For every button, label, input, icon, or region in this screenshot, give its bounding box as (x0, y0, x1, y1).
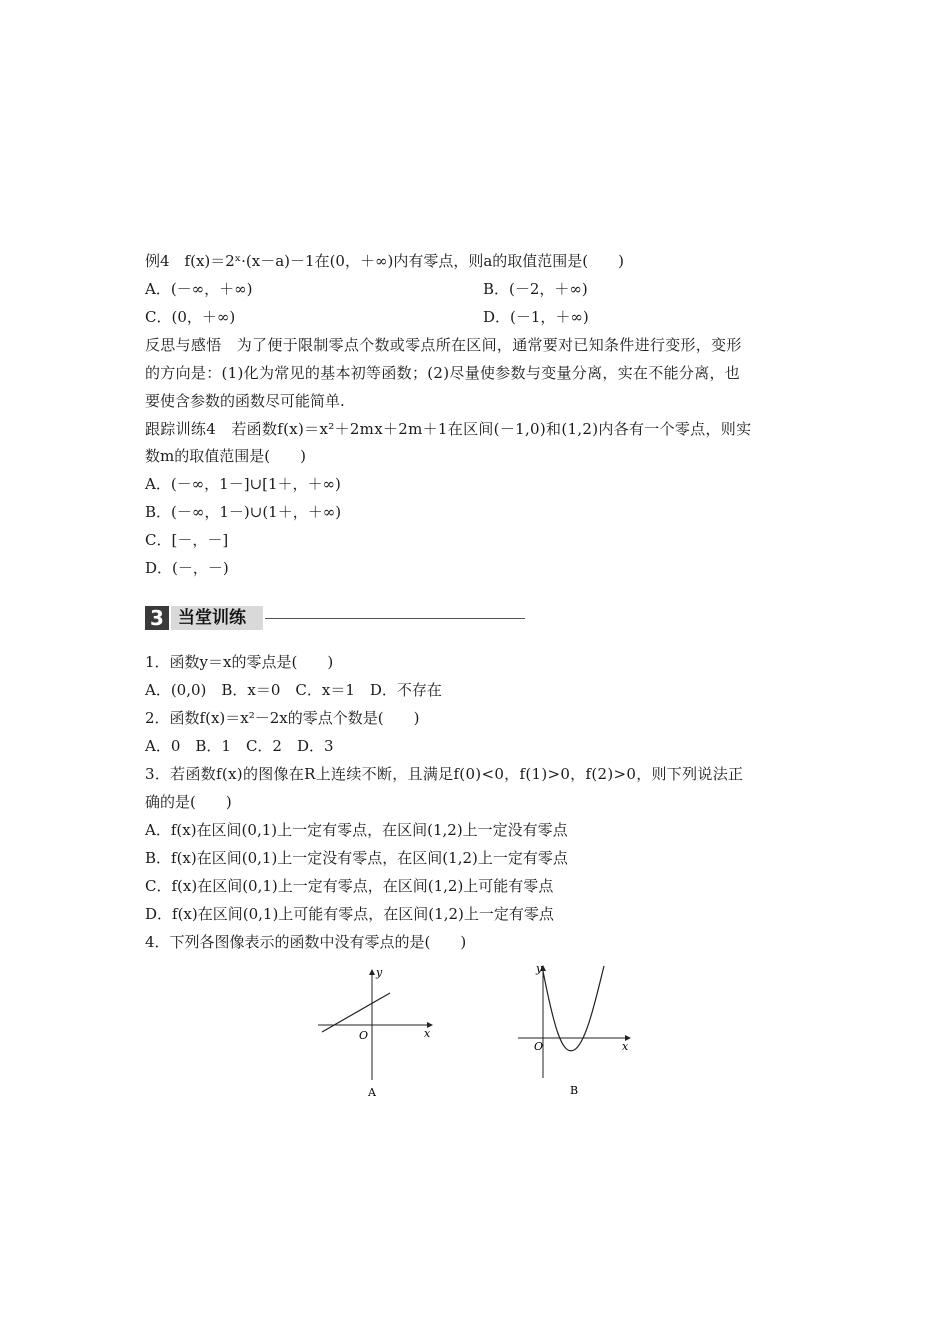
graph-b (512, 958, 642, 1103)
tracking4-option-d: D．(－，－) (145, 559, 229, 577)
q3-option-c: C．f(x)在区间(0,1)上一定有零点，在区间(1,2)上可能有零点 (145, 877, 554, 895)
graph-b-y-label: y (536, 962, 543, 975)
example4-option-d: D．(－1，＋∞) (483, 308, 589, 326)
example4-option-b: B．(－2，＋∞) (483, 280, 588, 298)
reflection-line-2: 的方向是：(1)化为常见的基本初等函数；(2)尽量使参数与变量分离，实在不能分离，也 (145, 364, 741, 382)
graph-b-caption: B (570, 1084, 579, 1097)
example4-option-c: C．(0，＋∞) (145, 308, 236, 326)
tracking4-line-1: 跟踪训练4 若函数f(x)＝x²＋2mx＋2m＋1在区间(－1,0)和(1,2)内各有一个零点，则实 (145, 420, 752, 438)
tracking4-option-c: C．[－，－] (145, 531, 229, 549)
reflection-line-3: 要使含参数的函数尽可能简单. (145, 392, 345, 410)
graph-a-origin-label: O (359, 1029, 369, 1042)
reflection-line-1: 反思与感悟 为了便于限制零点个数或零点所在区间，通常要对已知条件进行变形，变形 (145, 336, 742, 354)
q3-stem-line-2: 确的是( ) (145, 793, 232, 811)
tracking4-option-a: A．(－∞，1－]∪[1＋，＋∞) (145, 475, 341, 493)
q1-stem: 1．函数y＝x的零点是( ) (145, 653, 334, 671)
graph-b-x-label: x (622, 1040, 629, 1053)
section-divider (265, 618, 525, 619)
graph-a-function-line (322, 993, 390, 1032)
graph-a-caption: A (368, 1086, 376, 1099)
q3-option-d: D．f(x)在区间(0,1)上可能有零点，在区间(1,2)上一定有零点 (145, 905, 554, 923)
q2-stem: 2．函数f(x)＝x²－2x的零点个数是( ) (145, 709, 420, 727)
q3-option-a: A．f(x)在区间(0,1)上一定有零点，在区间(1,2)上一定没有零点 (145, 821, 568, 839)
graph-a-y-label: y (376, 966, 383, 979)
section-header (145, 606, 525, 632)
graph-b-origin-label: O (534, 1040, 544, 1053)
q1-options: A．(0,0) B．x＝0 C．x＝1 D．不存在 (145, 681, 442, 699)
section-title: 当堂训练 (178, 608, 246, 628)
graph-a-x-label: x (424, 1027, 431, 1040)
example4-option-a: A．(－∞，＋∞) (145, 280, 253, 298)
q4-stem: 4．下列各图像表示的函数中没有零点的是( ) (145, 933, 467, 951)
q3-option-b: B．f(x)在区间(0,1)上一定没有零点，在区间(1,2)上一定有零点 (145, 849, 568, 867)
section-number: 3 (145, 606, 169, 630)
q2-options: A．0 B．1 C．2 D．3 (145, 737, 334, 755)
example4-question: 例4 f(x)＝2ˣ·(x－a)－1在(0，＋∞)内有零点，则a的取值范围是( ) (145, 252, 624, 270)
graph-a (310, 960, 440, 1105)
tracking4-line-2: 数m的取值范围是( ) (145, 447, 306, 465)
tracking4-option-b: B．(－∞，1－)∪(1＋，＋∞) (145, 503, 342, 521)
q3-stem-line-1: 3．若函数f(x)的图像在R上连续不断，且满足f(0)<0，f(1)>0，f(2)>0，则下列说法正 (145, 765, 744, 783)
